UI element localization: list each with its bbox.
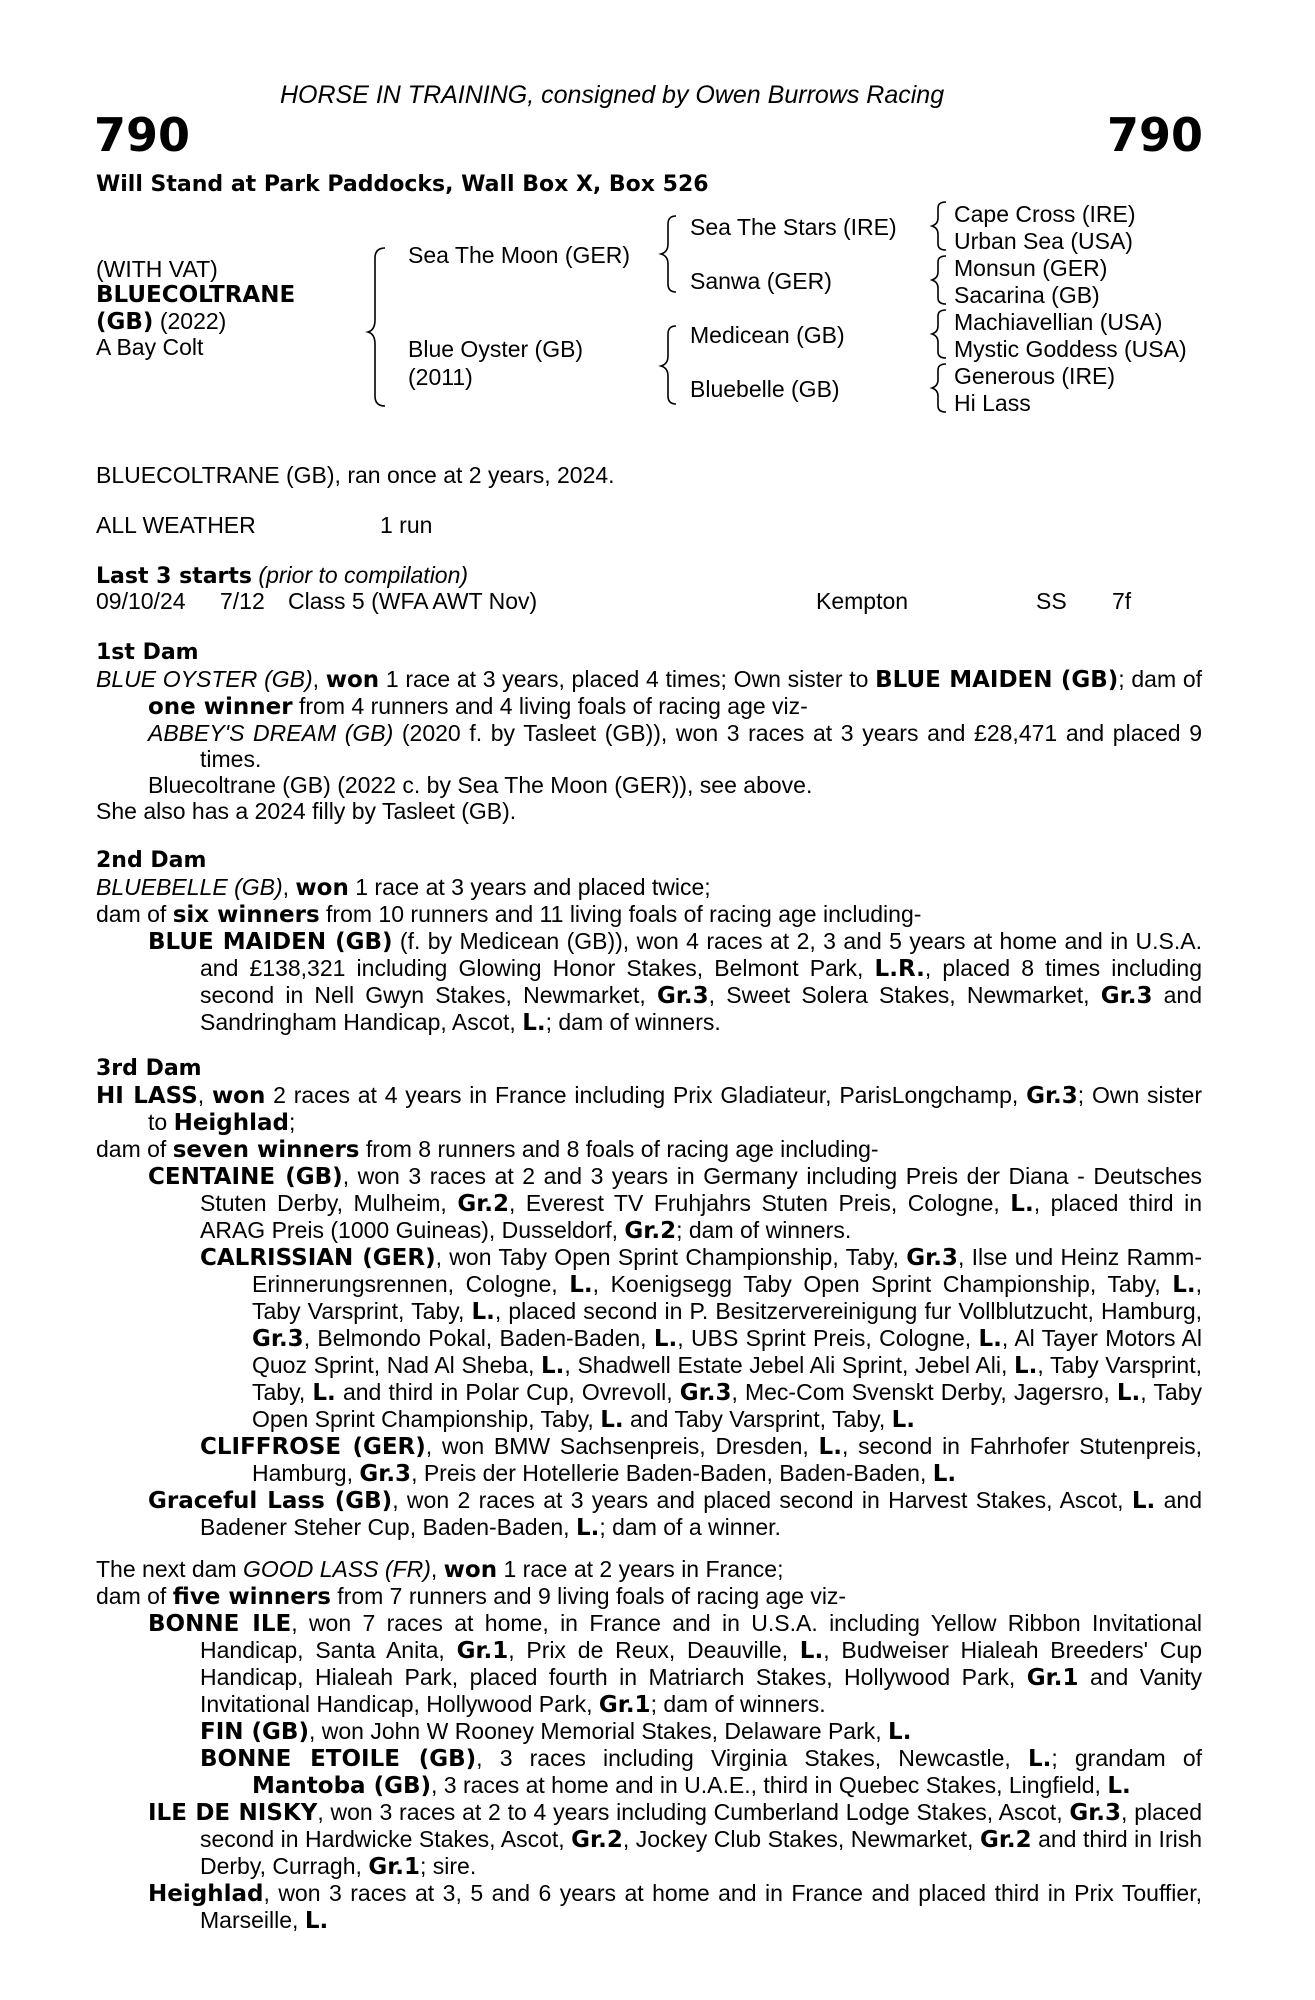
third-dam-section: [96, 1056, 1202, 1541]
lot-number-left: 790: [94, 108, 191, 162]
start-distance: 7f: [1112, 588, 1132, 614]
pedigree-brace-dam: [661, 326, 676, 404]
second-dam-heading: 2nd Dam: [96, 848, 207, 873]
horse-name: BLUECOLTRANE: [96, 282, 296, 308]
pedigree-brace-dd: [932, 364, 946, 412]
first-dam-heading: 1st Dam: [96, 640, 199, 665]
location-line: Will Stand at Park Paddocks, Wall Box X, Box 526: [96, 172, 709, 197]
pedigree-dd: Bluebelle (GB): [690, 376, 840, 402]
pedigree-brace-ss: [932, 202, 946, 250]
pedigree-dsd: Mystic Goddess (USA): [954, 336, 1187, 362]
start-race: Class 5 (WFA AWT Nov): [288, 588, 538, 614]
pedigree-dam-year: (2011): [408, 364, 473, 390]
pedigree-ss: Sea The Stars (IRE): [690, 214, 897, 240]
pedigree-sire: Sea The Moon (GER): [408, 242, 631, 268]
start-date: 09/10/24: [96, 588, 186, 614]
pedigree-sds: Monsun (GER): [954, 255, 1108, 281]
pedigree-dds: Generous (IRE): [954, 363, 1116, 389]
lot-number-right: 790: [1106, 108, 1203, 162]
second-dam-section: [96, 848, 1202, 1036]
surface-runs: 1 run: [380, 512, 433, 538]
pedigree-ds: Medicean (GB): [690, 322, 845, 348]
race-summary: BLUECOLTRANE (GB), ran once at 2 years, 2024.: [96, 462, 615, 488]
last-starts-heading: [96, 562, 468, 590]
next-dam-section: [96, 1556, 1202, 1934]
pedigree-sss: Cape Cross (IRE): [954, 201, 1136, 227]
horse-year: (2022): [159, 308, 227, 334]
start-course: Kempton: [816, 588, 909, 614]
first-dam-text: BLUE OYSTER (GB), won 1 race at 3 years, placed 4 times; Own sister to BLUE MAIDEN (GB); dam of one winner from 4 runners and 4 living foals of racing age viz- ABBEY'S DREAM (GB) (2020 f. by Tasleet (GB)), won 3 races at 3 years and £28,471 and placed 9 times. Bluecoltrane (GB) (2022 c. by Sea The Moon (GER)), see above. She also has a 2024 filly by Tasleet (GB).: [96, 666, 1203, 824]
next-dam-text: The next dam GOOD LASS (FR), won 1 race at 2 years in France; dam of five winners from 7 runners and 9 living foals of racing age viz- BONNE ILE, won 7 races at home, in France and in U.S.A. including Yellow Ribbon Invitational Handicap, Santa Anita, Gr.1, Prix de Reux, Deauville, L., Budweiser Hialeah Breeders' Cup Handicap, Hialeah Park, placed fourth in Matriarch Stakes, Hollywood Park, Gr.1 and Vanity Invitational Handicap, Hollywood Park, Gr.1; dam of winners. FIN (GB), won John W Rooney Memorial Stakes, Delaware Park, L. BONNE ETOILE (GB), 3 races including Virginia Stakes, Newcastle, L.; grandam of Mantoba (GB), 3 races at home and in U.A.E., third in Quebec Stakes, Lingfield, L. ILE DE NISKY, won 3 races at 2 to 4 years including Cumberland Lodge Stakes, Ascot, Gr.3, placed second in Hardwicke Stakes, Ascot, Gr.2, Jockey Club Stakes, Newmarket, Gr.2 and third in Irish Derby, Curragh, Gr.1; sire. Heighlad, won 3 races at 3, 5 and 6 years at home and in France and placed third in Prix Touffier, Marseille, L.: [96, 1556, 1203, 1934]
pedigree-ddd: Hi Lass: [954, 390, 1031, 416]
consignment-heading: HORSE IN TRAINING, consigned by Owen Burrows Racing: [280, 81, 945, 109]
start-going: SS: [1036, 588, 1067, 614]
pedigree-dss: Machiavellian (USA): [954, 309, 1163, 335]
pedigree-brace-sd: [932, 256, 946, 304]
pedigree-brace-ds: [932, 310, 946, 358]
third-dam-text: HI LASS, won 2 races at 4 years in France including Prix Gladiateur, ParisLongchamp, Gr.3; Own sister to Heighlad; dam of seven winners from 8 runners and 8 foals of racing age including- CENTAINE (GB), won 3 races at 2 and 3 years in Germany including Preis der Diana - Deutsches Stuten Derby, Mulheim, Gr.2, Everest TV Fruhjahrs Stuten Preis, Cologne, L., placed third in ARAG Preis (1000 Guineas), Dusseldorf, Gr.2; dam of winners. CALRISSIAN (GER), won Taby Open Sprint Championship, Taby, Gr.3, Ilse und Heinz Ramm-Erinnerungsrennen, Cologne, L., Koenigsegg Taby Open Sprint Championship, Taby, L., Taby Varsprint, Taby, L., placed second in P. Besitzervereinigung fur Vollblutzucht, Hamburg, Gr.3, Belmondo Pokal, Baden-Baden, L., UBS Sprint Preis, Cologne, L., Al Tayer Motors Al Quoz Sprint, Nad Al Sheba, L., Shadwell Estate Jebel Ali Sprint, Jebel Ali, L., Taby Varsprint, Taby, L. and third in Polar Cup, Ovrevoll, Gr.3, Mec-Com Svenskt Derby, Jagersro, L., Taby Open Sprint Championship, Taby, L. and Taby Varsprint, Taby, L. CLIFFROSE (GER), won BMW Sachsenpreis, Dresden, L., second in Fahrhofer Stutenpreis, Hamburg, Gr.3, Preis der Hotellerie Baden-Baden, Baden-Baden, L. Graceful Lass (GB), won 2 races at 3 years and placed second in Harvest Stakes, Ascot, L. and Badener Steher Cup, Baden-Baden, L.; dam of a winner.: [96, 1082, 1203, 1541]
surface-label: ALL WEATHER: [96, 512, 256, 538]
vat-label: (WITH VAT): [96, 256, 218, 282]
pedigree-brace-sire: [661, 216, 676, 292]
last-starts-title: Last 3 starts: [96, 564, 253, 589]
horse-description: A Bay Colt: [96, 334, 204, 360]
horse-country: (GB): [96, 309, 154, 335]
pedigree-sd: Sanwa (GER): [690, 268, 832, 294]
start-position: 7/12: [220, 588, 265, 614]
pedigree-sdd: Sacarina (GB): [954, 282, 1100, 308]
pedigree-ssd: Urban Sea (USA): [954, 228, 1133, 254]
third-dam-heading: 3rd Dam: [96, 1056, 202, 1081]
pedigree-dam: Blue Oyster (GB): [408, 336, 584, 362]
first-dam-section: [96, 640, 1202, 824]
last-starts-note: (prior to compilation): [258, 562, 469, 588]
pedigree-brace-main: [368, 248, 385, 406]
second-dam-text: BLUEBELLE (GB), won 1 race at 3 years and placed twice; dam of six winners from 10 runners and 11 living foals of racing age including- BLUE MAIDEN (GB) (f. by Medicean (GB)), won 4 races at 2, 3 and 5 years at home and in U.S.A. and £138,321 including Glowing Honor Stakes, Belmont Park, L.R., placed 8 times including second in Nell Gwyn Stakes, Newmarket, Gr.3, Sweet Solera Stakes, Newmarket, Gr.3 and Sandringham Handicap, Ascot, L.; dam of winners.: [96, 874, 1203, 1036]
